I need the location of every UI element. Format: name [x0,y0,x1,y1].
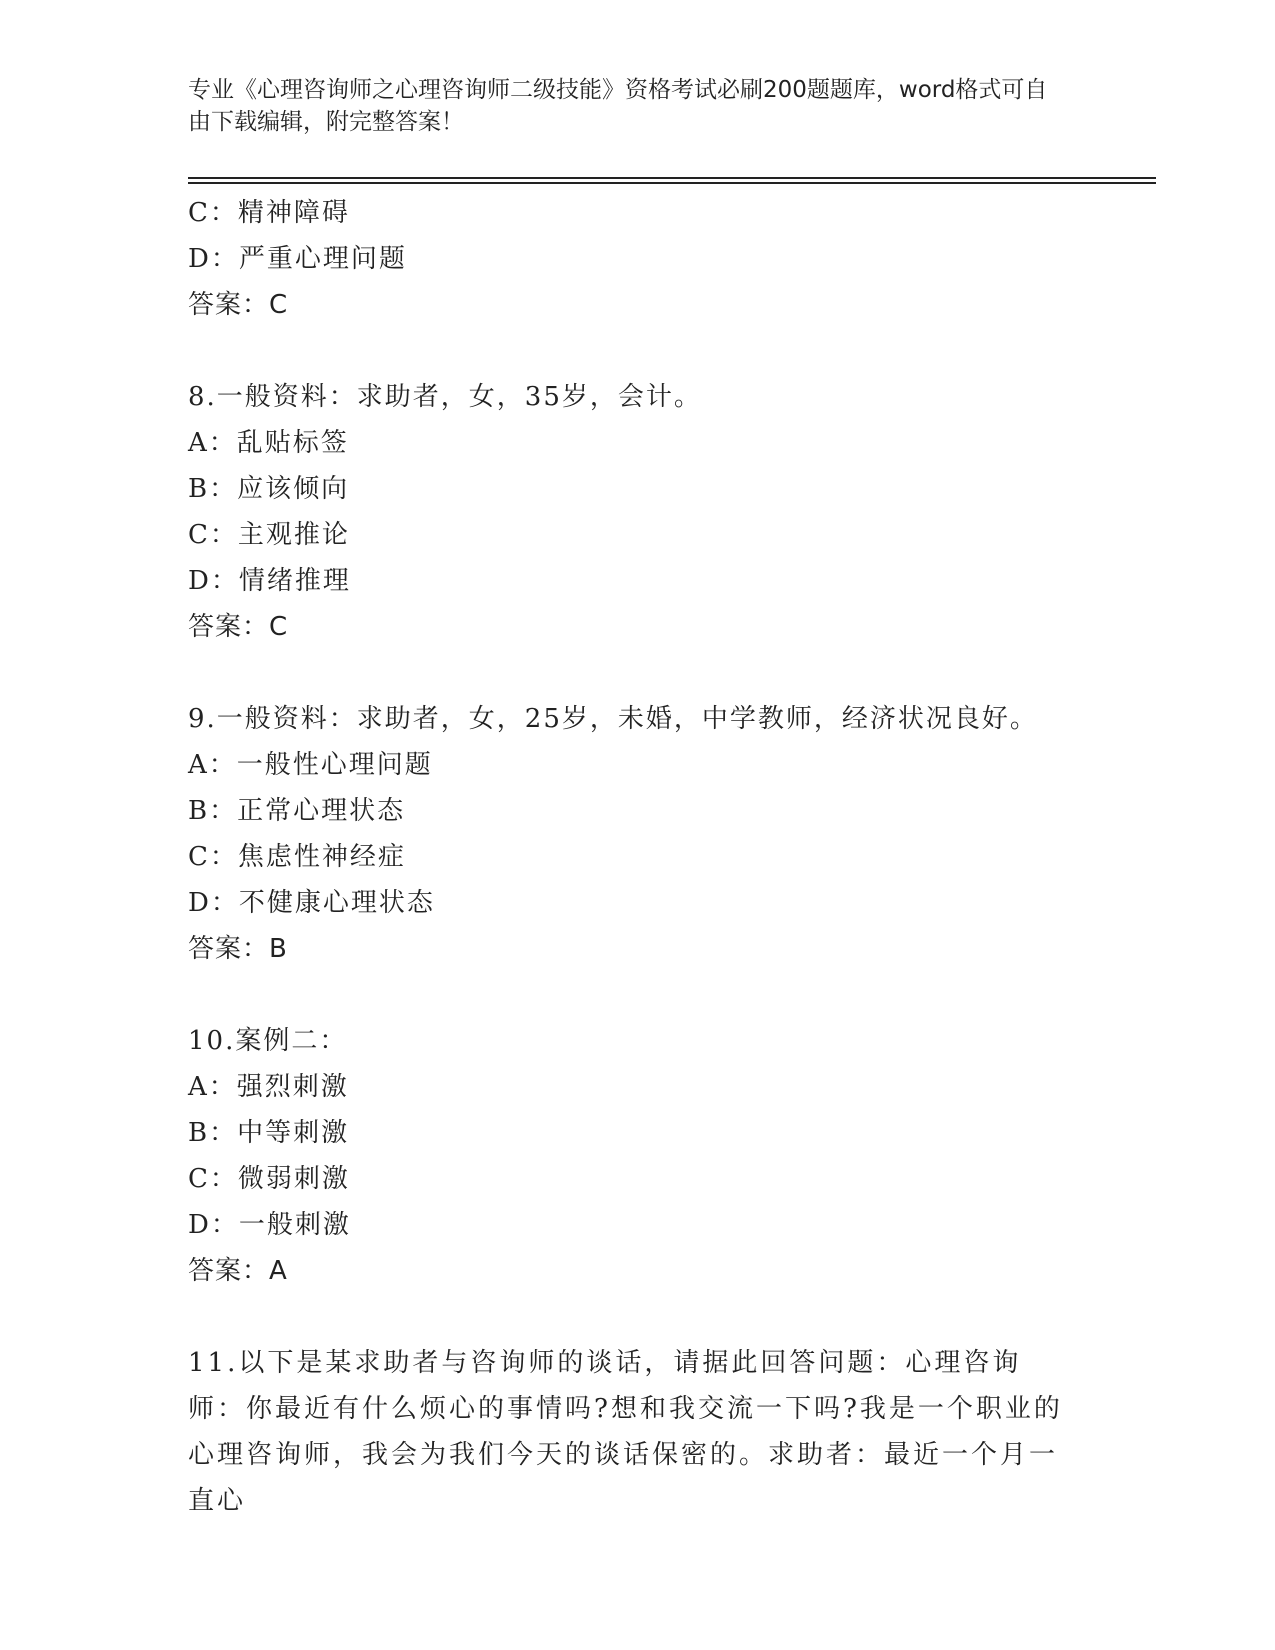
answer-line: 答案：B [188,934,288,964]
option-d: D：严重心理问题 [188,244,407,274]
document-header: 专业《心理咨询师之心理咨询师二级技能》资格考试必刷200题题库，word格式可自由下载编辑，附完整答案！ [188,77,1048,135]
question-stem: 10.案例二： [188,1026,348,1056]
option-d: D：情绪推理 [188,566,351,596]
option-b: B：应该倾向 [188,474,350,504]
option-d: D：一般刺激 [188,1210,351,1240]
header-divider-bottom [188,182,1156,184]
option-a: A：强烈刺激 [188,1072,349,1102]
option-b: B：正常心理状态 [188,796,406,826]
answer-line: 答案：C [188,612,289,642]
question-stem: 8.一般资料：求助者，女，35岁，会计。 [188,382,702,412]
option-c: C：精神障碍 [188,198,350,228]
question-stem: 9.一般资料：求助者，女，25岁，未婚，中学教师，经济状况良好。 [188,704,1038,734]
option-a: A：乱贴标签 [188,428,349,458]
option-c: C：主观推论 [188,520,350,550]
option-c: C：焦虑性神经症 [188,842,406,872]
option-c: C：微弱刺激 [188,1164,350,1194]
option-b: B：中等刺激 [188,1118,350,1148]
question-block-7-partial [188,190,1068,328]
answer-line: 答案：C [188,290,289,320]
option-a: A：一般性心理问题 [188,750,433,780]
question-11-text: 11.以下是某求助者与咨询师的谈话，请据此回答问题：心理咨询师：你最近有什么烦心的事情吗?想和我交流一下吗?我是一个职业的心理咨询师，我会为我们今天的谈话保密的。求助者：最近一个月一直心 [188,1348,1063,1516]
question-block-8 [188,374,1068,650]
question-content [188,190,1068,1524]
question-block-10 [188,1018,1068,1294]
answer-line: 答案：A [188,1256,288,1286]
option-d: D：不健康心理状态 [188,888,435,918]
question-block-9 [188,696,1068,972]
header-divider-top [188,177,1156,179]
